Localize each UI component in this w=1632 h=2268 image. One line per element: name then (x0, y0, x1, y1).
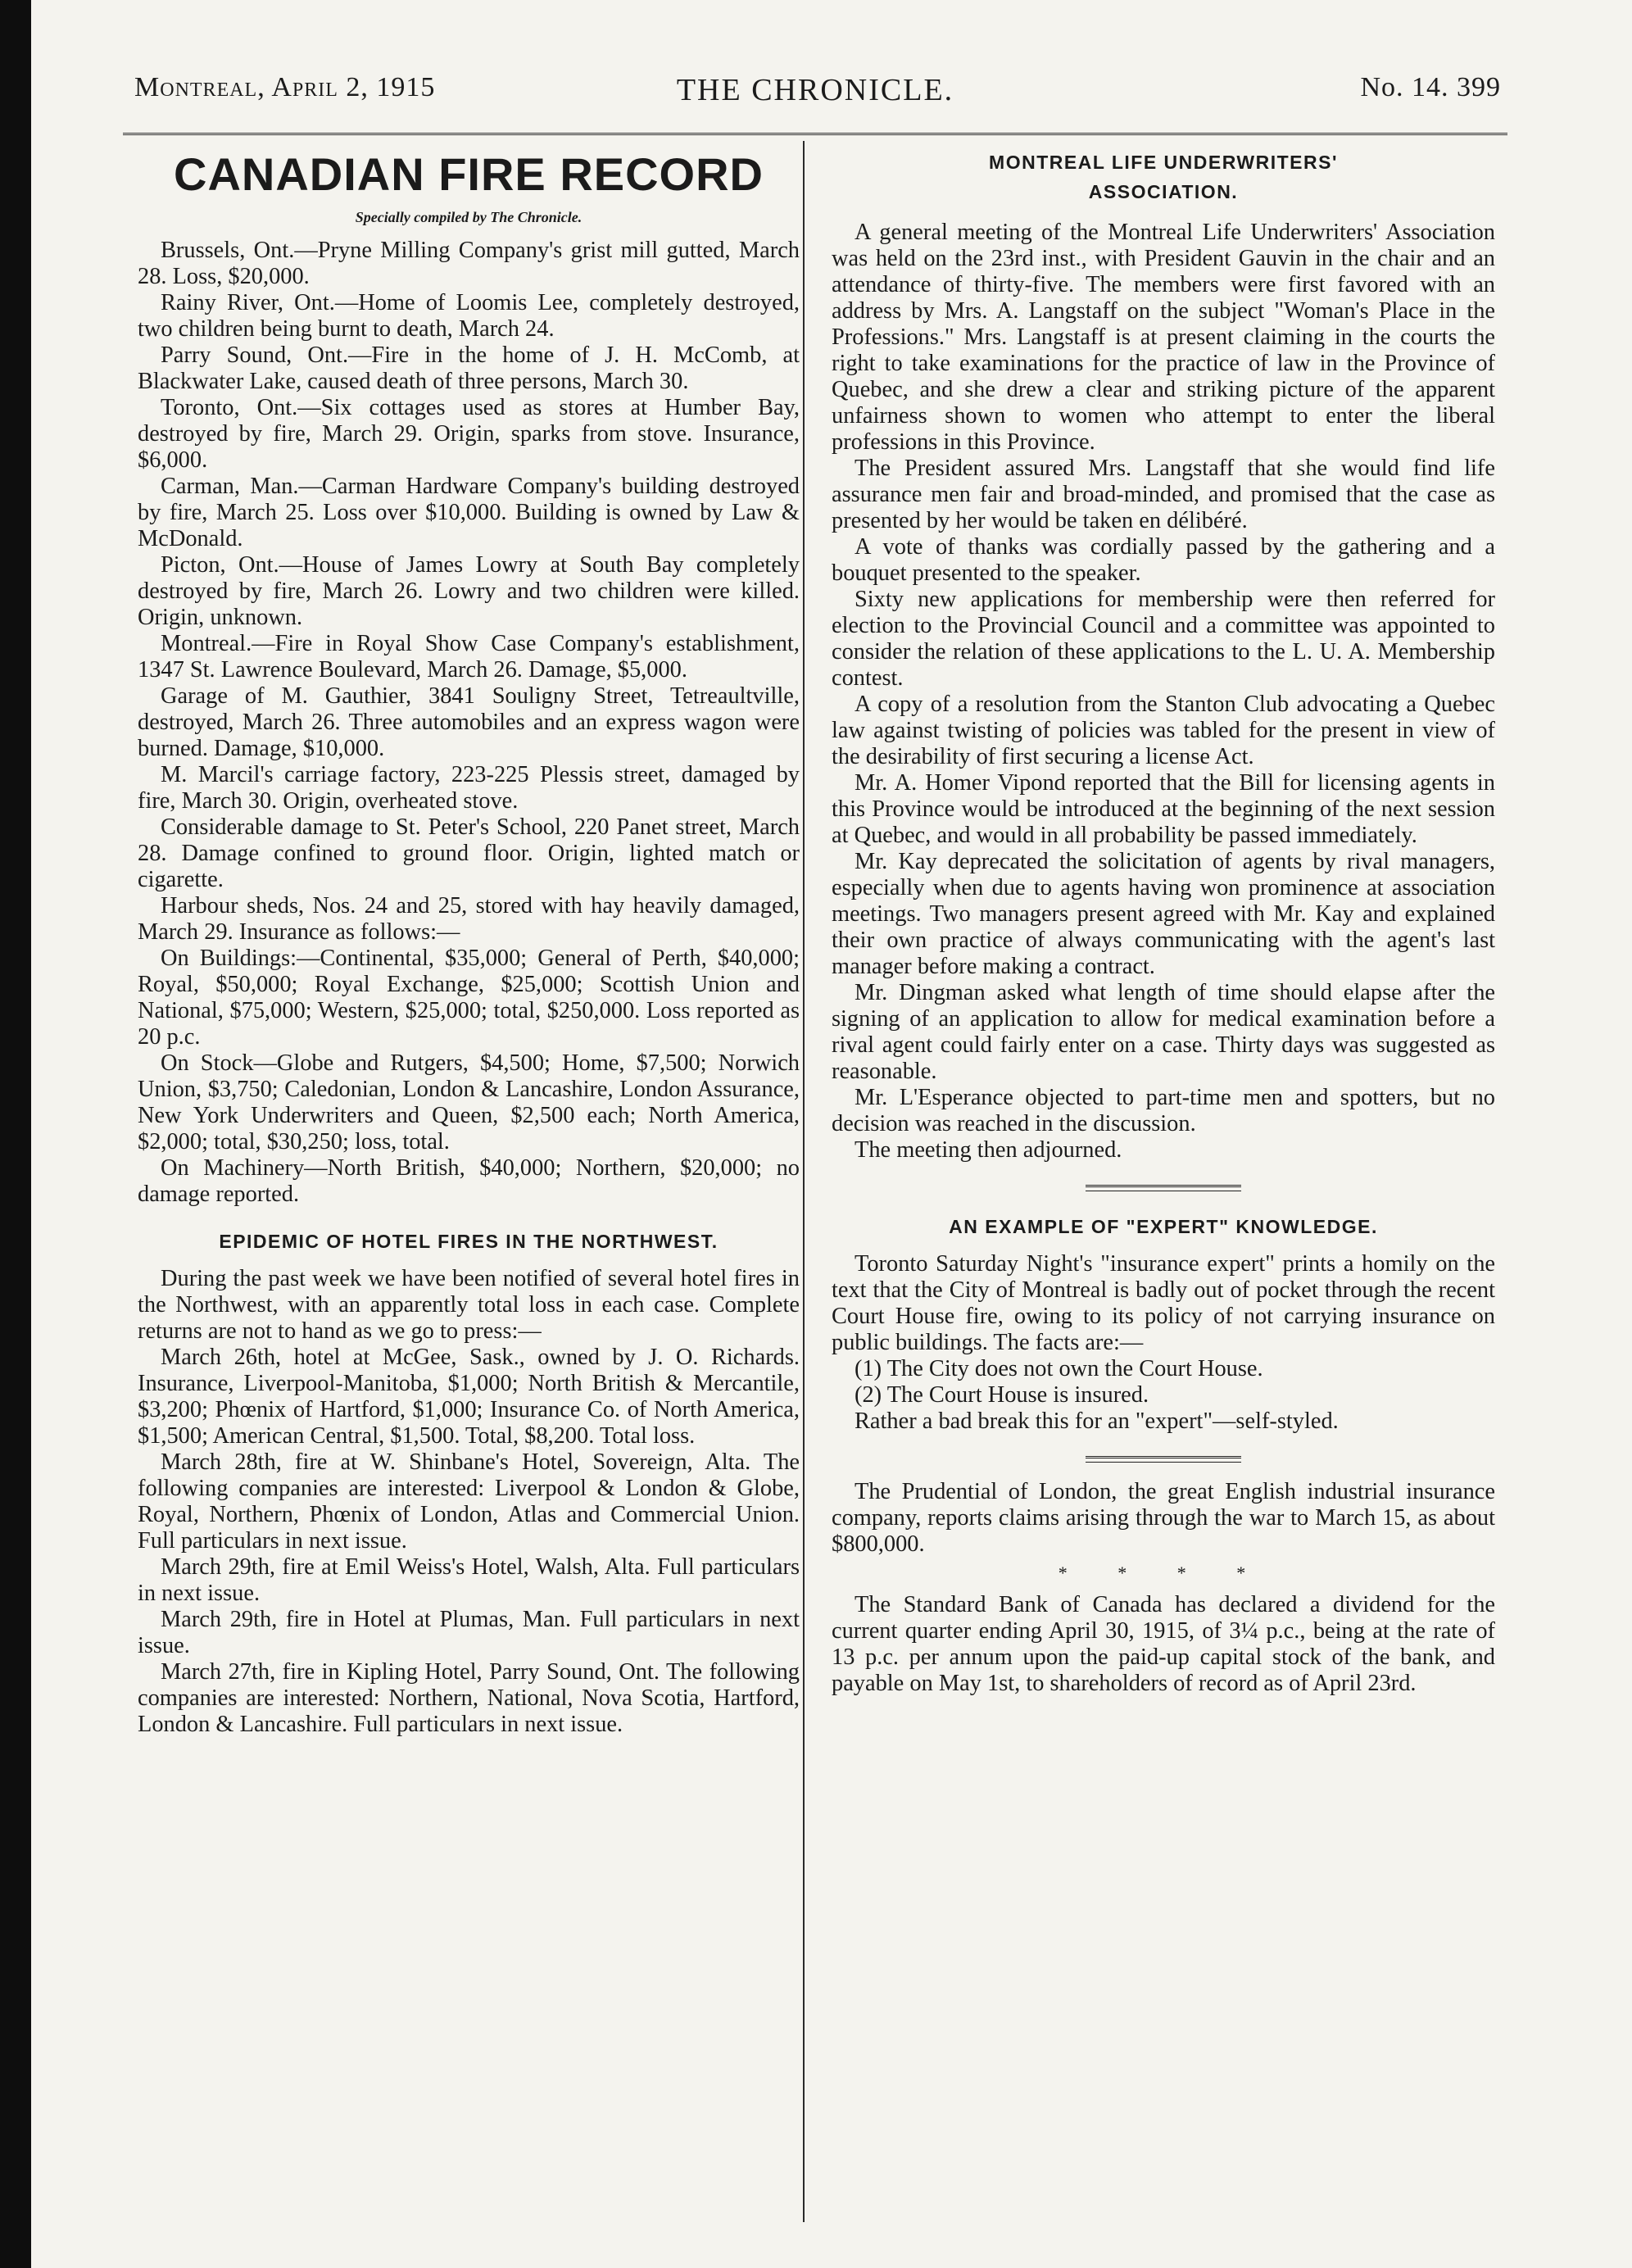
fire-item: Picton, Ont.—House of James Lowry at South Bay completely destroyed by fire, March 26. Lowry and two children were killed. Origin, unknown. (138, 552, 800, 630)
mlu-paragraph: Mr. L'Esperance objected to part-time men and spotters, but no decision was reached in the discussion. (832, 1085, 1495, 1136)
section-title-hotel-fires: EPIDEMIC OF HOTEL FIRES IN THE NORTHWEST. (219, 1231, 719, 1252)
header-dateline: Montreal, April 2, 1915 (134, 72, 436, 102)
expert-paragraph: Rather a bad break this for an "expert"—self-styled. (855, 1408, 1339, 1434)
mlu-paragraph: Mr. Dingman asked what length of time should elapse after the signing of an application to allow for medical examination before a rival agent could fairly enter on a case. Thirty days was suggested as reasonable. (832, 980, 1495, 1084)
mlu-paragraph: Sixty new applications for membership were then referred for election to the Provincial Council and a committee was appointed to consider the relation of these applications to the L. U. A. Membership contest. (832, 587, 1495, 691)
fire-item: On Stock—Globe and Rutgers, $4,500; Home, $7,500; Norwich Union, $3,750; Caledonian, London & Lancashire, London Assurance, New York Underwriters and Queen, $2,500 each; North America, $2,000; total, $30,250; loss, total. (138, 1050, 800, 1154)
fire-item: Brussels, Ont.—Pryne Milling Company's grist mill gutted, March 28. Loss, $20,000. (138, 238, 800, 289)
page-edge-bar (0, 0, 31, 2268)
column-rule (803, 141, 805, 2222)
fire-item: Garage of M. Gauthier, 3841 Souligny Street, Tetreaultville, destroyed, March 26. Three automobiles and an express wagon were burned. Damage, $10,000. (138, 683, 800, 761)
section-title-expert-knowledge: AN EXAMPLE OF "EXPERT" KNOWLEDGE. (949, 1216, 1378, 1237)
hotel-fire-item: March 26th, hotel at McGee, Sask., owned by J. O. Richards. Insurance, Liverpool-Manitoba, $1,000; North British & Mercantile, $3,200; Phœnix of Hartford, $1,000; Insurance Co. of North America, $1,500; American Central, $1,500. Total, $8,200. Total loss. (138, 1345, 800, 1449)
fire-item: On Buildings:—Continental, $35,000; General of Perth, $40,000; Royal, $50,000; Royal Exchange, $25,000; Scottish Union and National, $75,000; Western, $25,000; total, $250,000. Loss reported as 20 p.c. (138, 946, 800, 1050)
hotel-fire-item: March 29th, fire in Hotel at Plumas, Man. Full particulars in next issue. (138, 1607, 800, 1658)
expert-paragraph: (2) The Court House is insured. (855, 1382, 1149, 1408)
section-title-mlu-line2: ASSOCIATION. (1088, 181, 1239, 202)
hotel-fire-item: During the past week we have been notified of several hotel fires in the Northwest, with an apparently total loss in each case. Complete returns are not to hand as we go to press:— (138, 1266, 800, 1344)
hotel-fire-item: March 28th, fire at W. Shinbane's Hotel, Sovereign, Alta. The following companies are interested: Liverpool & London & Globe, Royal, Northern, Phœnix of London, Atlas and Commercial Union. Full particulars in next issue. (138, 1449, 800, 1554)
standard-bank-paragraph: The Standard Bank of Canada has declared a dividend for the current quarter ending April 30, 1915, of 3¼ p.c., being at the rate of 13 p.c. per annum upon the paid-up capital stock of the bank, and payable on May 1st, to shareholders of record as of April 23rd. (832, 1592, 1495, 1696)
hotel-fire-item: March 27th, fire in Kipling Hotel, Parry Sound, Ont. The following companies are interested: Northern, National, Nova Scotia, Hartford, London & Lancashire. Full particulars in next issue. (138, 1659, 800, 1737)
section-separator (1086, 1456, 1241, 1463)
mlu-paragraph: The meeting then adjourned. (855, 1137, 1122, 1163)
header-rule (123, 133, 1507, 135)
section-title-mlu (832, 147, 1495, 206)
mlu-paragraph: A copy of a resolution from the Stanton Club advocating a Quebec law against twisting of policies was tabled for the present in view of the desirability of first securing a license Act. (832, 692, 1495, 769)
mlu-paragraph: A general meeting of the Montreal Life Underwriters' Association was held on the 23rd inst., with President Gauvin in the chair and an attendance of thirty-five. The members were first favored with an address by Mrs. A. Langstaff on the subject "Woman's Place in the Professions." Mrs. Langstaff is at present claiming in the courts the right to take examinations for the practice of law in the Province of Quebec, and she drew a clear and striking picture of the apparent unfairness shown to women who attempt to enter the liberal professions in this Province. (832, 220, 1495, 455)
mlu-paragraph: Mr. A. Homer Vipond reported that the Bill for licensing agents in this Province would be introduced at the beginning of the next session at Quebec, and would in all probability be passed immediately. (832, 770, 1495, 848)
section-title-mlu-line1: MONTREAL LIFE UNDERWRITERS' (989, 152, 1338, 173)
fire-item: Montreal.—Fire in Royal Show Case Company's establishment, 1347 St. Lawrence Boulevard, March 26. Damage, $5,000. (138, 631, 800, 683)
prudential-paragraph: The Prudential of London, the great English industrial insurance company, reports claims arising through the war to March 15, as about $800,000. (832, 1479, 1495, 1557)
fire-item: Rainy River, Ont.—Home of Loomis Lee, completely destroyed, two children being burnt to death, March 24. (138, 290, 800, 342)
fire-item: M. Marcil's carriage factory, 223-225 Plessis street, damaged by fire, March 30. Origin, overheated stove. (138, 762, 800, 814)
fire-item: Carman, Man.—Carman Hardware Company's building destroyed by fire, March 25. Loss over $10,000. Building is owned by Law & McDonald. (138, 474, 800, 551)
fire-item: Considerable damage to St. Peter's School, 220 Panet street, March 28. Damage confined to ground floor. Origin, lighted match or cigarette. (138, 814, 800, 892)
mlu-paragraph: A vote of thanks was cordially passed by the gathering and a bouquet presented to the speaker. (832, 534, 1495, 586)
asterism-separator: * * * * (1058, 1563, 1269, 1583)
fire-item: On Machinery—North British, $40,000; Northern, $20,000; no damage reported. (138, 1155, 800, 1207)
fire-item: Toronto, Ont.—Six cottages used as stores at Humber Bay, destroyed by fire, March 29. Origin, sparks from stove. Insurance, $6,000. (138, 395, 800, 473)
expert-paragraph: Toronto Saturday Night's "insurance expert" prints a homily on the text that the City of Montreal is badly out of pocket through the recent Court House fire, owing to its policy of not carrying insurance on public buildings. The facts are:— (832, 1251, 1495, 1355)
fire-item: Parry Sound, Ont.—Fire in the home of J. H. McComb, at Blackwater Lake, caused death of three persons, March 30. (138, 342, 800, 394)
fire-item: Harbour sheds, Nos. 24 and 25, stored with hay heavily damaged, March 29. Insurance as follows:— (138, 893, 800, 945)
header-masthead: THE CHRONICLE. (676, 73, 954, 107)
expert-paragraph: (1) The City does not own the Court House. (855, 1356, 1263, 1381)
page-header (123, 66, 1507, 123)
section-separator (1086, 1185, 1241, 1191)
hotel-fire-item: March 29th, fire at Emil Weiss's Hotel, Walsh, Alta. Full particulars in next issue. (138, 1554, 800, 1606)
mlu-paragraph: The President assured Mrs. Langstaff that she would find life assurance men fair and broad-minded, and promised that the case as presented by her would be taken en délibéré. (832, 456, 1495, 533)
article-byline: Specially compiled by The Chronicle. (355, 209, 583, 225)
article-title-fire-record: CANADIAN FIRE RECORD (174, 148, 764, 200)
mlu-paragraph: Mr. Kay deprecated the solicitation of agents by rival managers, especially when due to agents having won prominence at association meetings. Two managers present agreed with Mr. Kay and explained their own practice of always communicating with the agent's last manager before making a contract. (832, 849, 1495, 979)
header-issue-number: No. 14. 399 (1360, 72, 1501, 102)
left-column (138, 147, 800, 1738)
right-column (832, 147, 1495, 1697)
newspaper-page (123, 66, 1507, 2229)
